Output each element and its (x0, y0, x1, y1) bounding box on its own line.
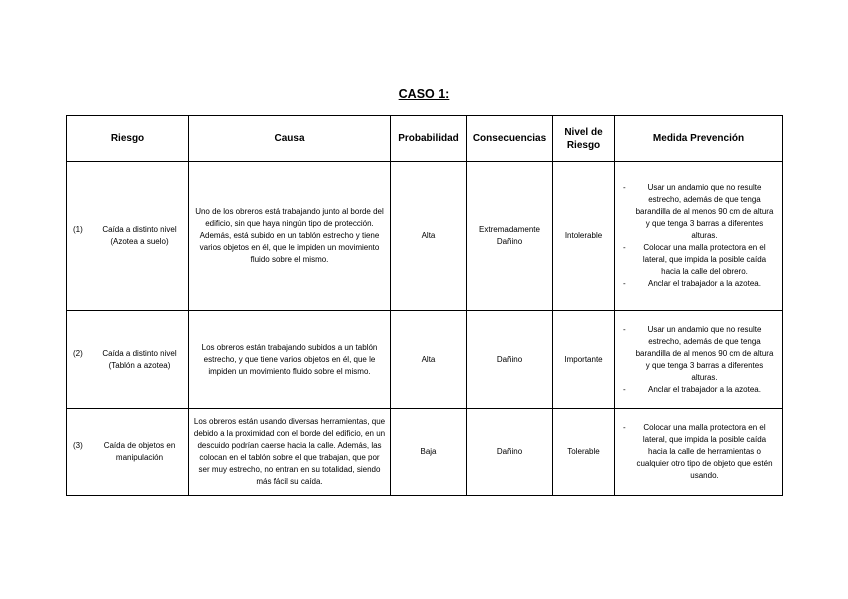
header-nivel-riesgo: Nivel de Riesgo (553, 116, 615, 162)
header-medida-prevencion: Medida Prevención (615, 116, 783, 162)
medida-item: - Usar un andamio que no resulte estrecho, además de que tenga barandilla de al menos 90 cm de altura y que tenga 3 barras a diferentes alturas. (619, 324, 778, 384)
nivel-riesgo-cell: Intolerable (553, 162, 615, 311)
table-row (67, 311, 783, 409)
row-number: (1) (73, 225, 83, 234)
consecuencias-cell: Dañino (467, 311, 553, 409)
header-causa: Causa (189, 116, 391, 162)
medida-item: - Colocar una malla protectora en el lateral, que impida la posible caída hacia la calle de herramientas o cualquier otro tipo de objeto que estén usando. (619, 422, 778, 482)
causa-cell: Los obreros están usando diversas herramientas, que debido a la proximidad con el borde del edificio, en un descuido podrían caerse hacia la calle. Además, las colocan en el tablón sobre el que trabajan, que por ser muy estrecho, no entran en su totalidad, siendo más fácil su caída. (189, 409, 391, 496)
probabilidad-cell: Alta (391, 311, 467, 409)
probabilidad-cell: Alta (391, 162, 467, 311)
document-title (0, 87, 848, 101)
riesgo-text: Caída a distinto nivel (Azotea a suelo) (102, 225, 177, 246)
medida-cell (615, 409, 783, 496)
riesgo-text: Caída a distinto nivel (Tablón a azotea) (102, 348, 177, 370)
medida-item: - Usar un andamio que no resulte estrecho, además de que tenga barandilla de al menos 90 cm de altura y que tenga 3 barras a diferentes alturas. (619, 182, 778, 242)
risk-table (66, 115, 783, 496)
header-row (67, 116, 783, 162)
causa-cell: Los obreros están trabajando subidos a un tablón estrecho, y que tiene varios objetos en él, que le impiden un movimiento fluido sobre el mismo. (189, 311, 391, 409)
title-text: CASO 1: (398, 87, 450, 101)
consecuencias-cell: Dañino (467, 409, 553, 496)
consecuencias-cell: Extremadamente Dañino (467, 162, 553, 311)
medida-item: - Anclar el trabajador a la azotea. (619, 384, 778, 396)
header-consecuencias: Consecuencias (467, 116, 553, 162)
riesgo-cell (67, 162, 189, 311)
medida-cell (615, 311, 783, 409)
probabilidad-cell: Baja (391, 409, 467, 496)
causa-cell: Uno de los obreros está trabajando junto al borde del edificio, sin que haya ningún tipo de protección. Además, está subido en un tablón estrecho y tiene varios objetos en él, que le impiden un movimiento fluido sobre el mismo. (189, 162, 391, 311)
nivel-riesgo-cell: Importante (553, 311, 615, 409)
riesgo-text: Caída de objetos en manipulación (103, 441, 176, 462)
medida-cell (615, 162, 783, 311)
row-number: (2) (73, 348, 83, 358)
medida-item: - Anclar el trabajador a la azotea. (619, 278, 778, 290)
header-riesgo: Riesgo (67, 116, 189, 162)
nivel-riesgo-cell: Tolerable (553, 409, 615, 496)
header-probabilidad: Probabilidad (391, 116, 467, 162)
row-number: (3) (73, 441, 83, 450)
medida-item: - Colocar una malla protectora en el lateral, que impida la posible caída hacia la calle del obrero. (619, 242, 778, 278)
riesgo-cell (67, 311, 189, 409)
table-row (67, 409, 783, 496)
riesgo-cell (67, 409, 189, 496)
table-row (67, 162, 783, 311)
